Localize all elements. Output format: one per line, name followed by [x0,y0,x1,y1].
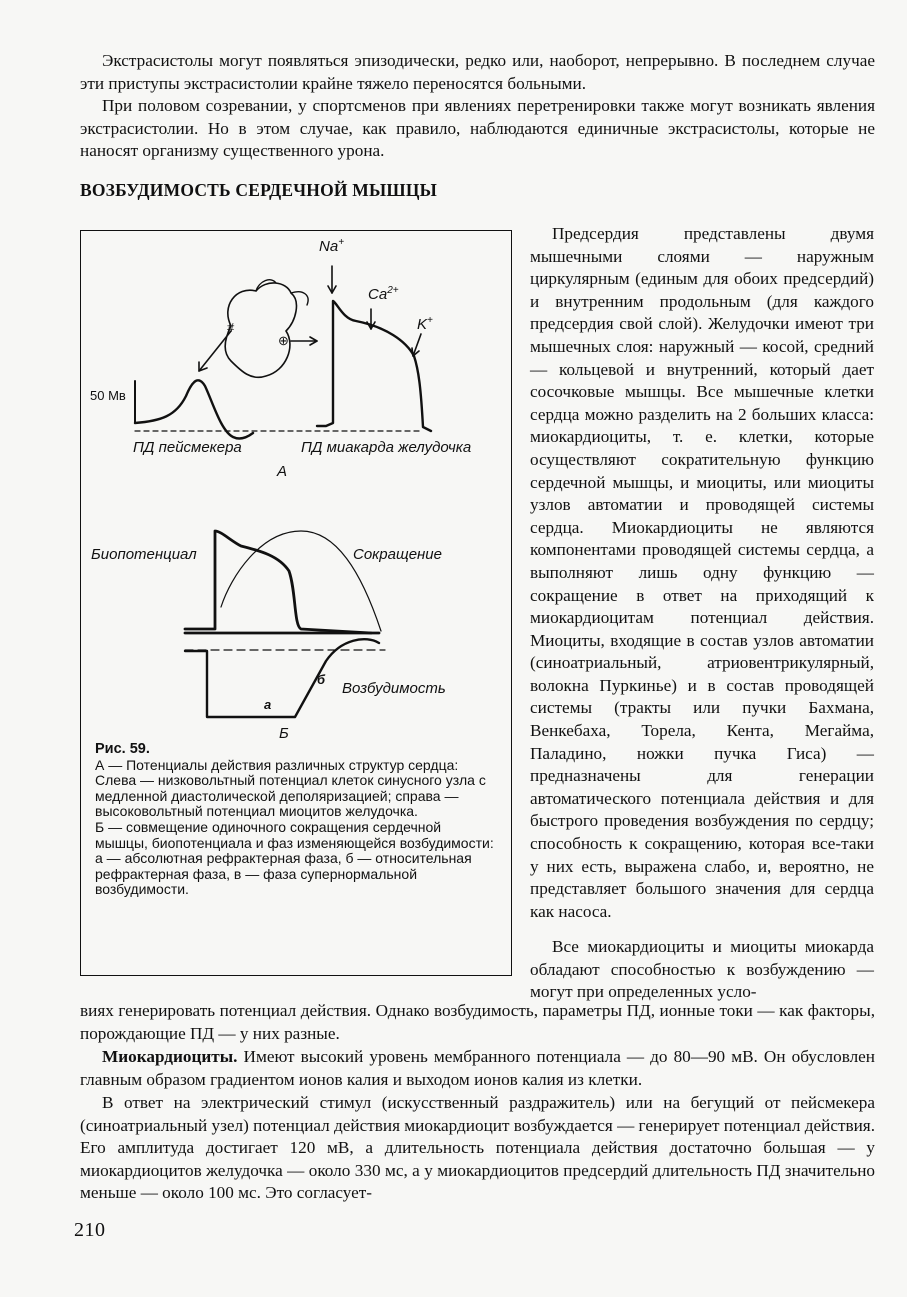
page-number: 210 [74,1219,106,1241]
pacemaker-ap-trace [135,380,253,438]
paragraph-myocardiocytes-body: Имеют высокий уровень мембранного потенциала — до 80—90 мВ. Он обусловлен главным образом градиентом ионов калия и выходом ионов калия из клетки. [80,1047,875,1089]
caption-b-details: а — абсолютная рефрактерная фаза, б — относительная рефрактерная фаза, в — фаза супернормальной возбудимости. [95,850,472,898]
label-ca: $Ca^{2+}$ [368,285,399,303]
label-pd-myocardium: ПД миакарда желудочка [301,439,472,456]
myocardial-ap-trace [317,301,431,431]
label-50mv: 50 Мв [90,388,126,403]
caption-a-details: Слева — низковольтный потенциал клеток синусного узла с медленной диастолической деполяризацией; справа — высоковольтный потенциал миоцитов желудочка. [95,772,486,820]
paragraph-action-potential: В ответ на электрический стимул (искусственный раздражитель) или на бегущий от пейсмекера (синоатриальный узел) потенциал действия миокардиоцит возбуждается — генерирует потенциал действия. Его амплитуда достигает 120 мВ, а длительность потенциала действия достаточно большая — у миокардиоцитов желудочка — около 330 мс, а у миокардиоцитов предсердий длительность ПД значительно меньше — около 100 мс. Это согласует- [80,1093,875,1202]
figure-caption [95,741,497,898]
paragraph-continued: виях генерировать потенциал действия. Однако возбудимость, параметры ПД, ионные токи — как факторы, порождающие ПД — у них разные. [80,1001,875,1043]
label-biopotential: Биопотенциал [91,546,197,563]
label-excitability: Возбудимость [342,680,446,697]
paragraph-myocardiocytes [80,1046,875,1091]
label-pd-pacemaker: ПД пейсмекера [133,439,242,456]
label-k: K+ [417,315,433,333]
term-myocardiocytes: Миокардиоциты. [102,1047,238,1066]
caption-title: Рис. 59. [95,741,150,757]
excitability-trace [185,639,379,717]
paragraph-extrasystole-1: Экстрасистолы могут появляться эпизодически, редко или, наоборот, непрерывно. В последнем случае эти приступы экстрасистолии крайне тяжело переносятся больными. [80,51,875,93]
section-heading: ВОЗБУДИМОСТЬ СЕРДЕЧНОЙ МЫШЦЫ [80,180,438,200]
label-phase-a: а [264,697,272,712]
right-column-text: Предсердия представлены двумя мышечными слоями — наружным циркулярным (единым для обоих предсердий) и внутренним продольным (для каждого предсердия свой слой). Желудочки имеют три мышечных слоя: наружный — косой, средний — кольцевой и внутренний, который дает сосочковые мышцы. Все мышечные клетки сердца можно разделить на 2 больших класса: миокардиоциты, т. е. клетки, которые осуществляют сократительную функцию сердечной мышцы, и миоциты, или миоциты узлов автоматии и проводящей системы сердца. Миокардиоциты не являются компонентами проводящей системы сердца, а выполняют лишь одну функцию — сокращение в ответ на приходящий к миокардиоцитам потенциал действия. Миоциты, входящие в состав узлов автоматии (синоатриальный, атриовентрикулярный, волокна Пуркинье) и в состав проводящей системы (тракты или пучки Бахмана, Венкебаха, Торела, Кента, Мегайма, Паладино, ножки пучка Гиса) — предназначены для генерации автоматического потенциала действия и для быстрого проведения возбуждения по сердцу; способность к сокращению, которая все-таки у них есть, выражена слабо, и, вероятно, не представляет большого значения для сердца как насоса. [530,224,874,921]
label-phase-b: б [317,672,326,687]
label-panel-b: Б [279,725,289,742]
paragraph-extrasystole-2: При половом созревании, у спортсменов при явлениях перетренировки также могут возникать явления экстрасистолии. Но в этом случае, как правило, наблюдаются единичные экстрасистолы, которые не наносят организму существенного урона. [80,96,875,160]
caption-b: Б — совмещение одиночного сокращения сердечной мышцы, биопотенциала и фаз изменяющейся возбудимости: [95,818,494,851]
heart-outline [225,283,296,377]
right-column-p2: Все миокардиоциты и миоциты миокарда обладают способностью к возбуждению — могут при определенных усло- [530,937,874,1002]
biopotential-trace [185,531,371,633]
label-contraction: Сокращение [353,546,442,563]
label-na: Na+ [319,237,345,255]
label-panel-a: А [277,463,288,480]
caption-a: А — Потенциалы действия различных структур сердца: [95,756,459,773]
svg-text:⊕: ⊕ [278,333,289,348]
svg-text:#: # [227,320,235,335]
